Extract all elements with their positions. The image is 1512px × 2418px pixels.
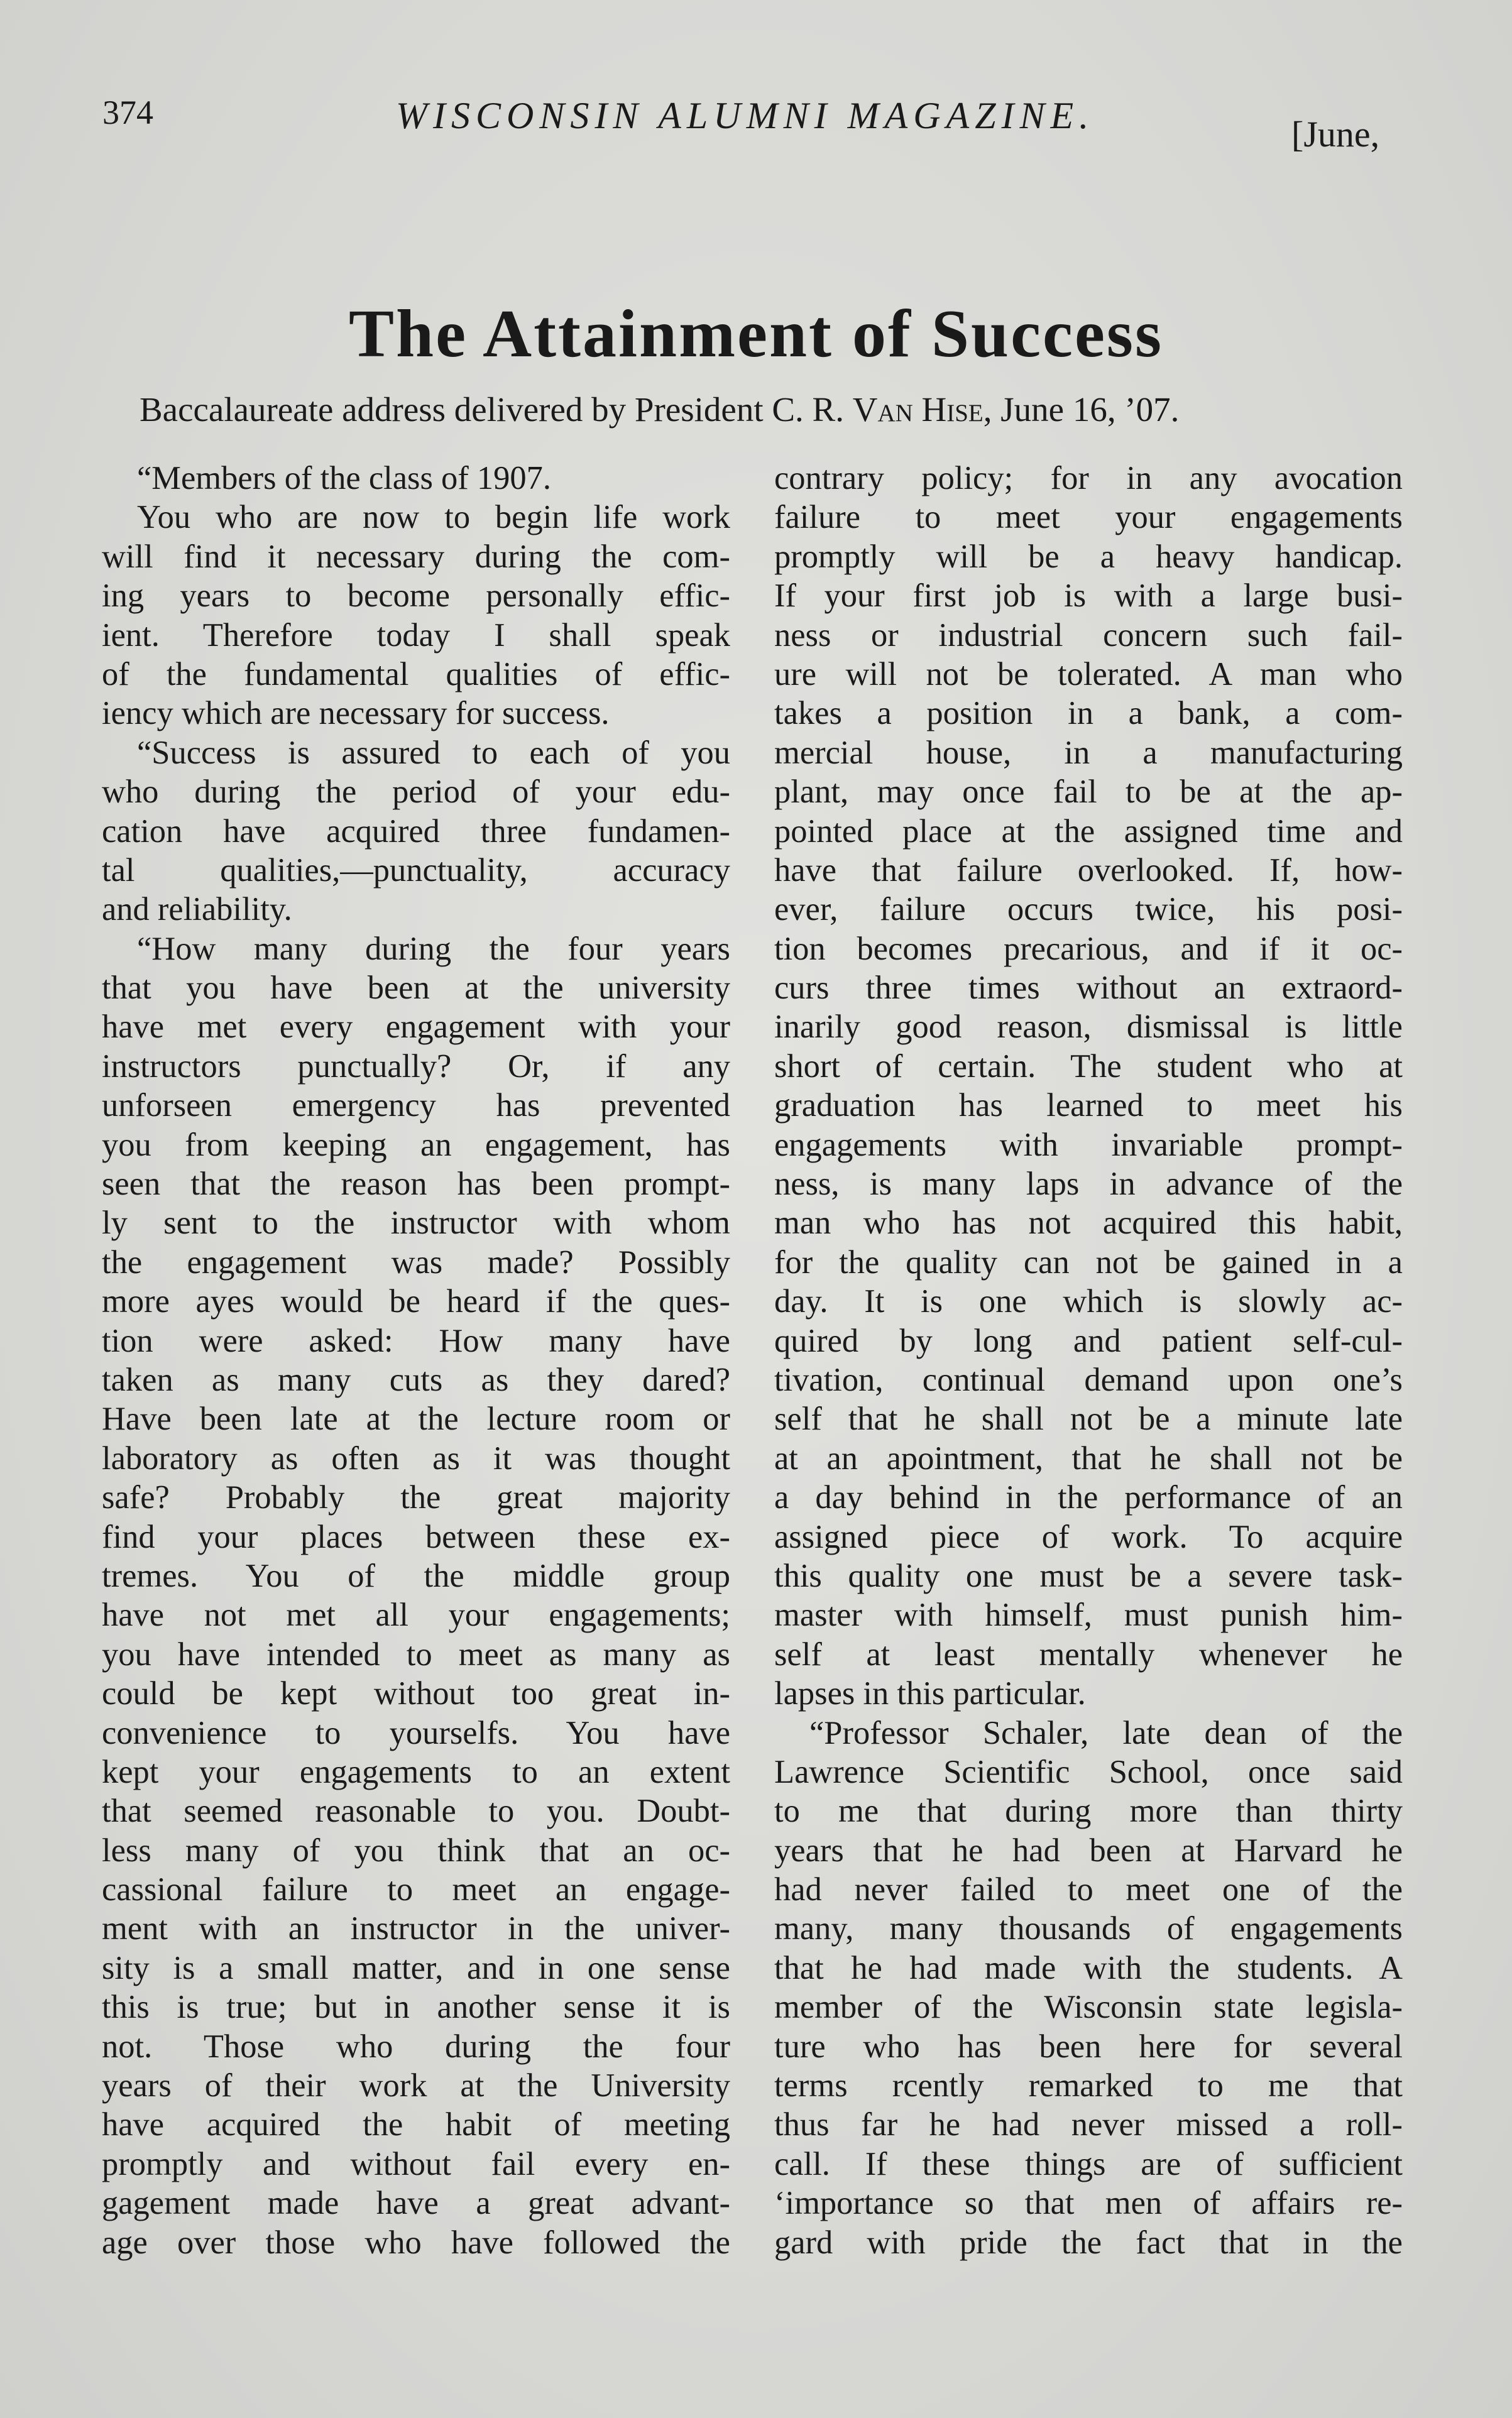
text-line: ever, failure occurs twice, his posi- <box>774 891 1403 928</box>
text-line: a day behind in the performance of an <box>774 1479 1403 1516</box>
text-line: contrary policy; for in any avocation <box>774 460 1403 496</box>
text-line: for the quality can not be gained in a <box>774 1244 1403 1281</box>
running-header-title: WISCONSIN ALUMNI MAGAZINE. <box>396 95 1095 136</box>
text-line: lapses in this particular. <box>774 1675 1086 1712</box>
text-line: promptly and without fail every en- <box>102 2145 730 2182</box>
text-line: that he had made with the students. A <box>774 1949 1403 1986</box>
left-text-column <box>102 459 730 2262</box>
text-line: failure to meet your engagements <box>774 499 1403 536</box>
running-header-month: [June, <box>1291 114 1380 155</box>
text-line: member of the Wisconsin state legisla- <box>774 1989 1403 2026</box>
text-line: terms rcently remarked to me that <box>774 2067 1403 2104</box>
text-line: who during the period of your edu- <box>102 774 730 811</box>
text-line: ‘importance so that men of affairs re- <box>774 2185 1403 2222</box>
text-line: many, many thousands of engagements <box>774 1910 1403 1947</box>
text-line: tion becomes precarious, and if it oc- <box>774 930 1403 967</box>
text-line: have acquired the habit of meeting <box>102 2106 730 2143</box>
text-line: had never failed to meet one of the <box>774 1871 1403 1908</box>
text-line: short of certain. The student who at <box>774 1048 1403 1085</box>
text-line: cassional failure to meet an engage- <box>102 1871 730 1908</box>
text-line: If your first job is with a large busi- <box>774 577 1403 615</box>
text-line: years of their work at the University <box>102 2067 730 2104</box>
text-line: have that failure overlooked. If, how- <box>774 851 1403 889</box>
subtitle-author-name: Van Hise <box>852 390 983 429</box>
text-line: promptly will be a heavy handicap. <box>774 538 1403 575</box>
text-line: gard with pride the fact that in the <box>774 2224 1403 2261</box>
text-line: this is true; but in another sense it is <box>102 1989 730 2026</box>
text-line: sity is a small matter, and in one sense <box>102 1949 730 1986</box>
text-line: tivation, continual demand upon one’s <box>774 1361 1403 1398</box>
text-line: assigned piece of work. To acquire <box>774 1518 1403 1555</box>
right-text-column <box>774 459 1403 2262</box>
text-line: day. It is one which is slowly ac- <box>774 1283 1403 1320</box>
text-line: instructors punctually? Or, if any <box>102 1048 730 1085</box>
text-line: “Professor Schaler, late dean of the <box>809 1714 1403 1751</box>
text-line: laboratory as often as it was thought <box>102 1440 730 1477</box>
text-line: find your places between these ex- <box>102 1518 730 1555</box>
text-line: mercial house, in a manufacturing <box>774 734 1403 771</box>
text-line: kept your engagements to an extent <box>102 1753 730 1790</box>
text-line: more ayes would be heard if the ques- <box>102 1283 730 1320</box>
text-line: curs three times without an extraord- <box>774 970 1403 1007</box>
text-line: ient. Therefore today I shall speak <box>102 616 730 654</box>
page-number: 374 <box>102 94 153 131</box>
text-line: less many of you think that an oc- <box>102 1832 730 1869</box>
text-line: safe? Probably the great majority <box>102 1479 730 1516</box>
text-line: engagements with invariable prompt- <box>774 1126 1403 1163</box>
text-line: thus far he had never missed a roll- <box>774 2106 1403 2143</box>
text-line: years that he had been at Harvard he <box>774 1832 1403 1869</box>
text-line: ment with an instructor in the univer- <box>102 1910 730 1947</box>
text-line: call. If these things are of sufficient <box>774 2145 1403 2182</box>
text-line: you have intended to meet as many as <box>102 1636 730 1673</box>
text-line: master with himself, must punish him- <box>774 1597 1403 1634</box>
text-line: this quality one must be a severe task- <box>774 1557 1403 1594</box>
text-line: takes a position in a bank, a com- <box>774 695 1403 732</box>
text-line: tal qualities,—punctuality, accuracy <box>102 851 730 889</box>
text-line: unforseen emergency has prevented <box>102 1087 730 1124</box>
subtitle-prefix: Baccalaureate address delivered by President C. R. <box>140 390 853 429</box>
text-line: “Members of the class of 1907. <box>137 460 551 496</box>
text-line: cation have acquired three fundamen- <box>102 812 730 850</box>
text-line: self that he shall not be a minute late <box>774 1401 1403 1438</box>
text-line: have met every engagement with your <box>102 1009 730 1046</box>
text-line: Have been late at the lecture room or <box>102 1401 730 1438</box>
text-line: age over those who have followed the <box>102 2224 730 2261</box>
text-line: graduation has learned to meet his <box>774 1087 1403 1124</box>
text-line: could be kept without too great in- <box>102 1675 730 1712</box>
text-line: of the fundamental qualities of effic- <box>102 655 730 692</box>
text-line: ing years to become personally effic- <box>102 577 730 615</box>
text-line: gagement made have a great advant- <box>102 2185 730 2222</box>
text-line: plant, may once fail to be at the ap- <box>774 774 1403 811</box>
text-line: inarily good reason, dismissal is little <box>774 1009 1403 1046</box>
text-line: “How many during the four years <box>137 930 730 967</box>
text-line: pointed place at the assigned time and <box>774 812 1403 850</box>
text-line: tremes. You of the middle group <box>102 1557 730 1594</box>
text-line: Lawrence Scientific School, once said <box>774 1753 1403 1790</box>
subtitle-suffix: , June 16, ’07. <box>983 390 1180 429</box>
text-line: ness, is many laps in advance of the <box>774 1166 1403 1203</box>
article-title: The Attainment of Success <box>349 297 1163 371</box>
text-line: at an apointment, that he shall not be <box>774 1440 1403 1477</box>
text-line: ly sent to the instructor with whom <box>102 1205 730 1242</box>
text-line: the engagement was made? Possibly <box>102 1244 730 1281</box>
article-subtitle <box>140 390 1179 429</box>
text-line: ness or industrial concern such fail- <box>774 616 1403 654</box>
text-line: taken as many cuts as they dared? <box>102 1361 730 1398</box>
text-line: convenience to yourselfs. You have <box>102 1714 730 1751</box>
text-line: tion were asked: How many have <box>102 1322 730 1359</box>
text-line: man who has not acquired this habit, <box>774 1205 1403 1242</box>
text-line: seen that the reason has been prompt- <box>102 1166 730 1203</box>
text-line: quired by long and patient self-cul- <box>774 1322 1403 1359</box>
text-line: and reliability. <box>102 891 292 928</box>
text-line: to me that during more than thirty <box>774 1793 1403 1830</box>
text-line: ure will not be tolerated. A man who <box>774 655 1403 692</box>
text-line: will find it necessary during the com- <box>102 538 730 575</box>
text-line: “Success is assured to each of you <box>137 734 730 771</box>
text-line: You who are now to begin life work <box>137 499 730 536</box>
text-line: self at least mentally whenever he <box>774 1636 1403 1673</box>
text-line: iency which are necessary for success. <box>102 695 610 732</box>
text-line: that seemed reasonable to you. Doubt- <box>102 1793 730 1830</box>
text-line: you from keeping an engagement, has <box>102 1126 730 1163</box>
text-line: not. Those who during the four <box>102 2028 730 2065</box>
text-line: ture who has been here for several <box>774 2028 1403 2065</box>
text-line: that you have been at the university <box>102 970 730 1007</box>
text-line: have not met all your engagements; <box>102 1597 730 1634</box>
